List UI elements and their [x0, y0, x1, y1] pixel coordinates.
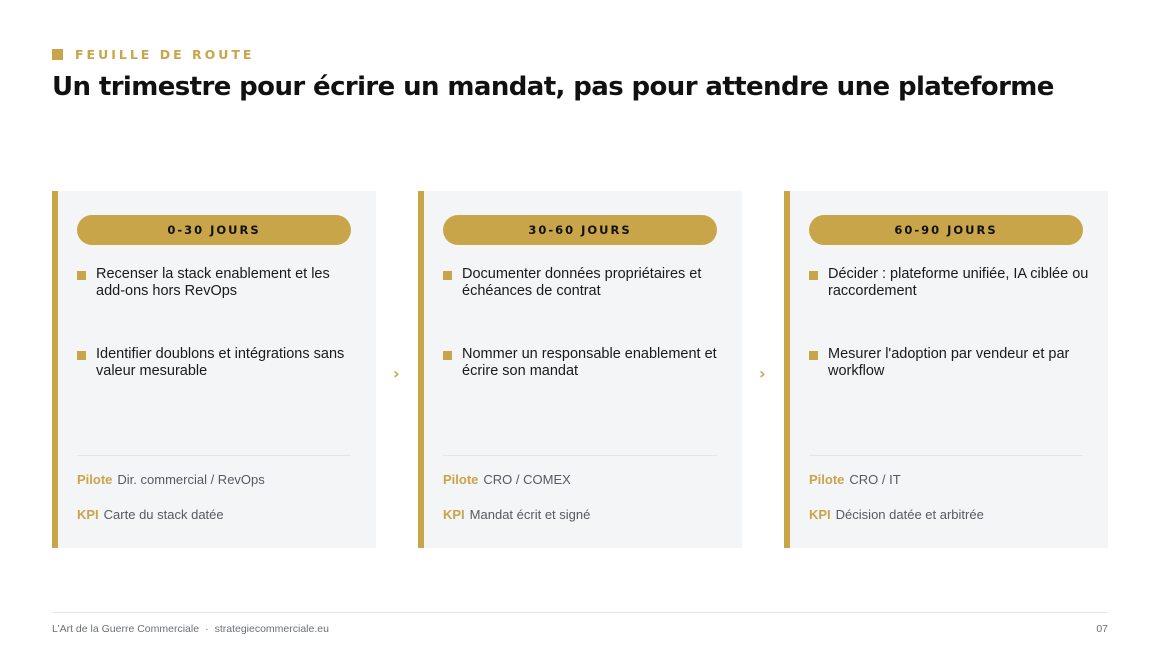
pilote-row	[77, 472, 265, 487]
page-title: Un trimestre pour écrire un mandat, pas pour attendre une plateforme	[52, 72, 1054, 102]
phase-item	[77, 266, 357, 300]
card-divider	[809, 455, 1083, 456]
kpi-row	[443, 507, 590, 522]
phase-item-text: Mesurer l'adoption par vendeur et par workflow	[828, 346, 1070, 379]
pilote-label: Pilote	[443, 472, 479, 487]
bullet-square-icon	[77, 271, 86, 280]
phase-item-text: Recenser la stack enablement et les add-ons hors RevOps	[96, 266, 330, 299]
footer-separator: ·	[205, 623, 209, 635]
phase-label: 30-60 JOURS	[443, 215, 717, 245]
kpi-label: KPI	[443, 507, 465, 522]
phase-card-2	[418, 191, 742, 548]
bullet-square-icon	[443, 271, 452, 280]
phase-label: 0-30 JOURS	[77, 215, 351, 245]
footer-brand: L’Art de la Guerre Commerciale	[52, 623, 200, 635]
kpi-label: KPI	[809, 507, 831, 522]
phase-item-text: Identifier doublons et intégrations sans valeur mesurable	[96, 346, 345, 379]
section-eyebrow	[52, 47, 254, 62]
phase-item-text: Documenter données propriétaires et échéances de contrat	[462, 266, 702, 299]
bullet-square-icon	[809, 351, 818, 360]
pilote-row	[443, 472, 571, 487]
bullet-square-icon	[77, 351, 86, 360]
phase-item-text: Décider : plateforme unifiée, IA ciblée ou raccordement	[828, 266, 1089, 299]
pilote-value: CRO / COMEX	[483, 472, 571, 487]
card-divider	[443, 455, 717, 456]
footer-divider	[52, 612, 1108, 613]
phase-item	[443, 346, 723, 380]
chevron-right-icon: ›	[393, 364, 400, 383]
chevron-right-icon: ›	[759, 364, 766, 383]
phase-item	[809, 346, 1089, 380]
phase-label: 60-90 JOURS	[809, 215, 1083, 245]
eyebrow-square-icon	[52, 49, 63, 60]
eyebrow-label: FEUILLE DE ROUTE	[75, 47, 255, 62]
phase-item	[809, 266, 1089, 300]
pilote-value: Dir. commercial / RevOps	[117, 472, 265, 487]
pilote-label: Pilote	[809, 472, 845, 487]
bullet-square-icon	[809, 271, 818, 280]
kpi-row	[77, 507, 224, 522]
bullet-square-icon	[443, 351, 452, 360]
phase-card-1	[52, 191, 376, 548]
kpi-value: Carte du stack datée	[103, 507, 224, 522]
kpi-label: KPI	[77, 507, 99, 522]
kpi-row	[809, 507, 984, 522]
kpi-value: Décision datée et arbitrée	[835, 507, 984, 522]
card-divider	[77, 455, 351, 456]
pilote-value: CRO / IT	[849, 472, 901, 487]
phase-item	[77, 346, 357, 380]
phase-item-text: Nommer un responsable enablement et écrire son mandat	[462, 346, 717, 379]
footer-site: strategiecommerciale.eu	[214, 623, 329, 635]
phase-item	[443, 266, 723, 300]
footer-credits	[52, 623, 329, 635]
page-number: 07	[1096, 623, 1108, 635]
pilote-label: Pilote	[77, 472, 113, 487]
pilote-row	[809, 472, 901, 487]
kpi-value: Mandat écrit et signé	[469, 507, 591, 522]
phase-card-3	[784, 191, 1108, 548]
